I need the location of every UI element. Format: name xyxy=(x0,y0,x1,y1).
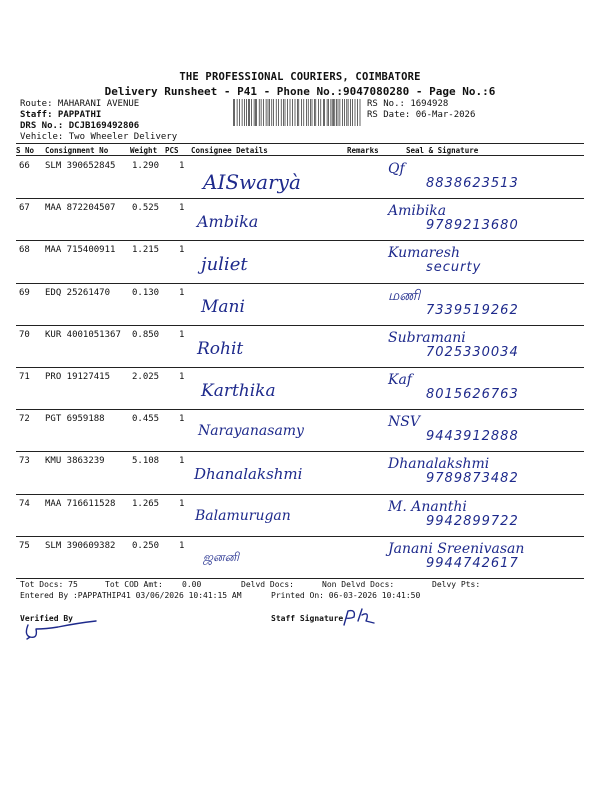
row-sno: 75 xyxy=(19,540,30,551)
rs-number: RS No.: 1694928 xyxy=(367,99,449,109)
row-pcs: 1 xyxy=(179,414,185,425)
tot-cod-amount: 0.00 xyxy=(182,580,202,589)
row-sno: 67 xyxy=(19,203,30,214)
row-consignee-handwritten: AISwaryà xyxy=(203,170,301,194)
row-sno: 73 xyxy=(19,456,30,467)
row-signature-handwritten: Dhanalakshmi xyxy=(388,456,490,473)
row-signature-handwritten: Kaf xyxy=(388,372,412,388)
row-signature-handwritten: NSV xyxy=(388,414,420,431)
row-weight: 1.290 xyxy=(132,161,160,171)
row-weight: 0.130 xyxy=(132,287,160,298)
row-weight: 1.265 xyxy=(132,498,160,509)
non-delvd-docs: Non Delvd Docs: xyxy=(322,580,395,589)
row-signature-handwritten: Subramani xyxy=(388,329,466,346)
verified-by-label: Verified By xyxy=(20,614,73,623)
row-weight: 0.525 xyxy=(132,203,160,214)
col-remarks: Remarks xyxy=(347,146,379,155)
header-bottom-rule xyxy=(16,155,584,156)
printed-on: Printed On: 06-03-2026 10:41:50 xyxy=(271,591,421,600)
entered-by: Entered By :PAPPATHIP41 03/06/2026 10:41:15 AM xyxy=(20,591,242,600)
row-pcs: 1 xyxy=(179,203,185,214)
row-consignee-handwritten: juliet xyxy=(201,254,248,276)
company-name: THE PROFESSIONAL COURIERS, COIMBATORE xyxy=(179,71,421,83)
row-phone-handwritten: 7339519262 xyxy=(426,302,519,318)
row-sno: 66 xyxy=(19,161,30,171)
row-pcs: 1 xyxy=(179,498,185,509)
row-divider xyxy=(16,367,584,368)
col-consignment: Consignment No xyxy=(45,146,109,155)
row-consignment-no: MAA 716611528 xyxy=(45,498,116,509)
delvy-pts: Delvy Pts: xyxy=(432,580,481,589)
staff-signature xyxy=(340,607,380,629)
row-phone-handwritten: 9789213680 xyxy=(426,218,519,234)
row-sno: 70 xyxy=(19,329,30,340)
rs-date: RS Date: 06-Mar-2026 xyxy=(367,110,476,120)
row-consignment-no: PRO 19127415 xyxy=(45,372,111,382)
row-consignee-handwritten: Balamurugan xyxy=(195,507,291,524)
row-phone-handwritten: 7025330034 xyxy=(426,344,519,360)
row-pcs: 1 xyxy=(179,161,185,171)
row-sno: 74 xyxy=(19,498,30,509)
row-signature-handwritten: M. Ananthi xyxy=(388,498,467,515)
row-pcs: 1 xyxy=(179,540,185,551)
vehicle-label: Vehicle: Two Wheeler Delivery xyxy=(20,132,178,142)
row-divider xyxy=(16,451,584,452)
row-weight: 1.215 xyxy=(132,245,160,256)
row-sno: 68 xyxy=(19,245,30,256)
row-pcs: 1 xyxy=(179,456,185,467)
row-consignee-handwritten: Dhanalakshmi xyxy=(194,465,303,484)
staff-label: Staff: PAPPATHI xyxy=(20,110,102,120)
col-sno: S No xyxy=(16,146,35,155)
row-sno: 69 xyxy=(19,287,30,298)
row-consignee-handwritten: Mani xyxy=(201,296,245,317)
row-signature-handwritten: Amibika xyxy=(388,203,447,220)
row-weight: 0.250 xyxy=(132,540,160,551)
row-consignee-handwritten: ஜனனி xyxy=(203,549,239,564)
row-weight: 5.108 xyxy=(132,456,160,467)
row-divider xyxy=(16,494,584,495)
row-divider xyxy=(16,283,584,284)
row-pcs: 1 xyxy=(179,245,185,256)
row-consignment-no: MAA 872204507 xyxy=(45,203,116,214)
row-consignment-no: SLM 390652845 xyxy=(45,161,116,171)
row-consignment-no: KUR 4001051367 xyxy=(45,329,121,340)
row-pcs: 1 xyxy=(179,329,185,340)
row-consignment-no: PGT 6959188 xyxy=(45,414,105,425)
row-phone-handwritten: securty xyxy=(426,260,482,276)
row-phone-handwritten: 9443912888 xyxy=(426,429,519,445)
row-consignee-handwritten: Rohit xyxy=(197,338,244,359)
table-top-rule xyxy=(16,143,584,144)
row-consignee-handwritten: Ambika xyxy=(197,212,259,232)
row-divider xyxy=(16,578,584,579)
col-seal-signature: Seal & Signature xyxy=(406,146,479,155)
row-divider xyxy=(16,409,584,410)
row-phone-handwritten: 8015626763 xyxy=(426,387,519,402)
row-divider xyxy=(16,198,584,199)
row-weight: 0.455 xyxy=(132,414,160,425)
row-phone-handwritten: 8838623513 xyxy=(426,176,519,191)
row-weight: 0.850 xyxy=(132,329,160,340)
row-consignee-handwritten: Karthika xyxy=(201,381,276,401)
row-signature-handwritten: Qf xyxy=(388,161,405,177)
row-consignee-handwritten: Narayanasamy xyxy=(198,423,304,440)
row-divider xyxy=(16,325,584,326)
row-signature-handwritten: Kumaresh xyxy=(388,245,460,262)
drs-number: DRS No.: DCJB169492806 xyxy=(20,121,140,131)
row-divider xyxy=(16,240,584,241)
row-pcs: 1 xyxy=(179,287,185,298)
runsheet-title: Delivery Runsheet - P41 - Phone No.:9047080280 - Page No.:6 xyxy=(104,85,496,98)
row-sno: 72 xyxy=(19,414,30,425)
row-pcs: 1 xyxy=(179,372,185,382)
row-sno: 71 xyxy=(19,372,30,382)
barcode xyxy=(233,99,363,126)
route-label: Route: MAHARANI AVENUE xyxy=(20,99,140,109)
row-divider xyxy=(16,536,584,537)
col-consignee: Consignee Details xyxy=(191,146,268,155)
row-consignment-no: MAA 715400911 xyxy=(45,245,116,256)
row-consignment-no: EDQ 25261470 xyxy=(45,287,111,298)
col-pcs: PCS xyxy=(165,146,179,155)
row-phone-handwritten: 9942899722 xyxy=(426,513,519,529)
delvd-docs: Delvd Docs: xyxy=(241,580,294,589)
verified-signature xyxy=(18,617,108,641)
row-phone-handwritten: 9789873482 xyxy=(426,471,519,487)
row-consignment-no: SLM 390609382 xyxy=(45,540,116,551)
row-signature-handwritten: மணி xyxy=(388,287,421,304)
row-signature-handwritten: Janani Sreenivasan xyxy=(388,540,525,557)
tot-docs: Tot Docs: 75 xyxy=(20,580,78,589)
col-weight: Weight xyxy=(130,146,158,155)
staff-signature-label: Staff Signature xyxy=(271,614,344,623)
tot-cod-label: Tot COD Amt: xyxy=(105,580,163,589)
row-consignment-no: KMU 3863239 xyxy=(45,456,105,467)
row-weight: 2.025 xyxy=(132,372,160,382)
row-phone-handwritten: 9944742617 xyxy=(426,555,519,571)
